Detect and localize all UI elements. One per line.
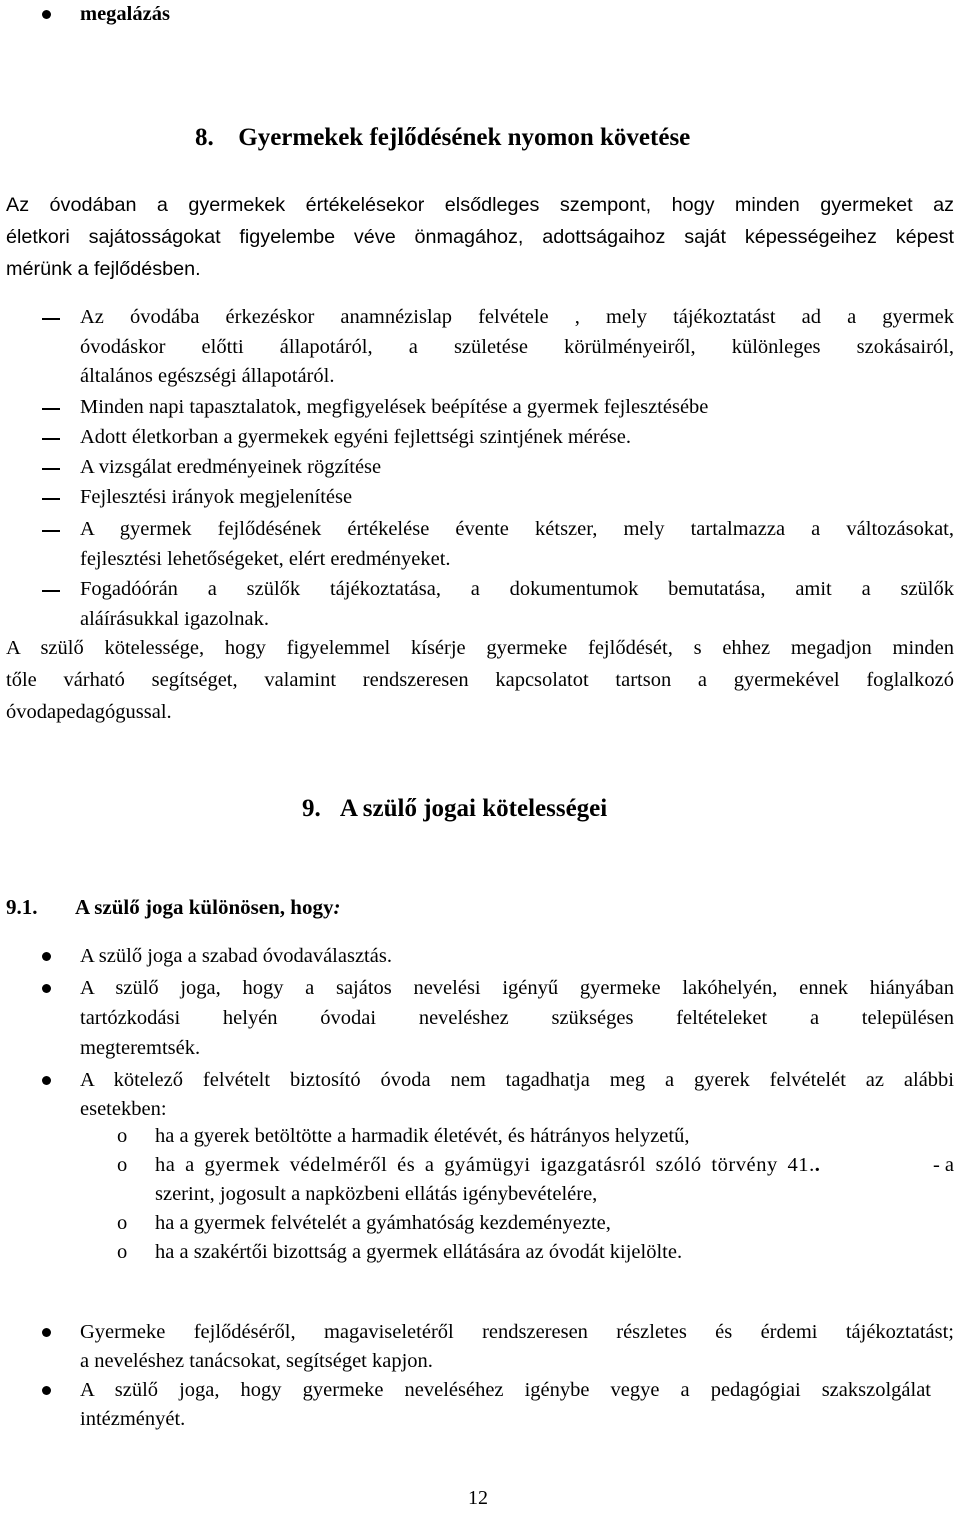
section-9-heading — [302, 795, 607, 823]
case-item-2-line-2: szerint, jogosult a napközbeni ellátás igénybevételére, — [155, 1183, 598, 1205]
dash-item-1-line-1: Az óvodába érkezéskor anamnézislap felvétele , mely tájékoztatást ad a gyermek — [80, 306, 954, 328]
circle-marker: o — [117, 1212, 128, 1234]
case-item-2-suffix: - a — [932, 1154, 954, 1176]
bullet-dot — [42, 1386, 51, 1395]
dash-item-1-line-2: óvodáskor előtti állapotáról, a születése körülményeiről, különleges szokásairól, — [80, 336, 954, 358]
dash-marker — [42, 590, 60, 592]
closing-line-1: A szülő kötelessége, hogy figyelemmel kísérje gyermeke fejlődését, s ehhez megadjon minden — [6, 637, 954, 659]
rights-item-5-line-2: intézményét. — [80, 1408, 186, 1430]
rights-item-1: A szülő joga a szabad óvodaválasztás. — [80, 945, 392, 967]
rights-item-3-line-2: esetekben: — [80, 1098, 167, 1120]
rights-item-4-line-2: a neveléshez tanácsokat, segítséget kapjon. — [80, 1350, 433, 1372]
dash-marker — [42, 530, 60, 532]
circle-marker: o — [117, 1125, 128, 1147]
rights-item-2-line-3: megteremtsék. — [80, 1037, 201, 1059]
dash-item-6-line-1: A gyermek fejlődésének értékelése évente kétszer, mely tartalmazza a változásokat, — [80, 518, 954, 540]
section-9-title: A szülő jogai kötelességei — [339, 795, 608, 822]
circle-marker: o — [117, 1154, 128, 1176]
section-8-number: 8. — [195, 124, 214, 151]
closing-line-3: óvodapedagógussal. — [6, 701, 172, 723]
section-9-1-number: 9.1. — [6, 895, 38, 919]
case-item-4: ha a szakértői bizottság a gyermek ellátására az óvodát kijelölte. — [155, 1241, 683, 1263]
dash-item-5: Fejlesztési irányok megjelenítése — [80, 486, 353, 508]
case-item-3: ha a gyermek felvételét a gyámhatóság kezdeményezte, — [155, 1212, 611, 1234]
section-8-heading — [195, 124, 690, 152]
rights-item-2-line-2: tartózkodási helyén óvodai neveléshez szükséges feltételeket a településen — [80, 1007, 954, 1029]
circle-marker: o — [117, 1241, 128, 1263]
bullet-dot — [42, 10, 51, 19]
dash-marker — [42, 498, 60, 500]
intro-line-3: mérünk a fejlődésben. — [6, 258, 201, 280]
dash-item-6-line-2: fejlesztési lehetőségeket, elért eredményeket. — [80, 548, 451, 570]
dash-item-3: Adott életkorban a gyermekek egyéni fejlettségi szintjének mérése. — [80, 426, 632, 448]
section-9-1-colon: : — [333, 895, 341, 919]
dash-marker — [42, 408, 60, 410]
dash-item-7-line-1: Fogadóórán a szülők tájékoztatása, a dokumentumok bemutatása, amit a szülők — [80, 578, 954, 600]
intro-line-2: életkori sajátosságokat figyelembe véve önmagához, adottságaihoz saját képességeihez képest — [6, 226, 954, 248]
top-bullet-text: megalázás — [80, 3, 170, 25]
dash-item-7-line-2: aláírásukkal igazolnak. — [80, 608, 269, 630]
rights-item-2-line-1: A szülő joga, hogy a sajátos nevelési igényű gyermeke lakóhelyén, ennek hiányában — [80, 977, 954, 999]
dash-item-4: A vizsgálat eredményeinek rögzítése — [80, 456, 382, 478]
case-item-2-bold-dot: . — [814, 1154, 820, 1176]
section-8-title: Gyermekek fejlődésének nyomon követése — [238, 124, 691, 151]
bullet-dot — [42, 952, 51, 961]
dash-marker — [42, 438, 60, 440]
dash-marker — [42, 318, 60, 320]
page-number: 12 — [468, 1487, 488, 1509]
bullet-dot — [42, 1328, 51, 1337]
dash-marker — [42, 468, 60, 470]
case-item-1: ha a gyerek betöltötte a harmadik életévét, és hátrányos helyzetű, — [155, 1125, 690, 1147]
bullet-dot — [42, 984, 51, 993]
dash-item-2: Minden napi tapasztalatok, megfigyelések beépítése a gyermek fejlesztésébe — [80, 396, 709, 418]
case-item-2-line-1 — [155, 1151, 954, 1180]
section-9-number: 9. — [302, 795, 321, 822]
rights-item-4-line-1: Gyermeke fejlődéséről, magaviseletéről rendszeresen részletes és érdemi tájékoztatást; — [80, 1321, 954, 1343]
dash-item-1-line-3: általános egészségi állapotáról. — [80, 365, 335, 387]
case-item-2-text: ha a gyermek védelméről és a gyámügyi igazgatásról szóló törvény 41. — [155, 1154, 815, 1176]
rights-item-5-line-1: A szülő joga, hogy gyermeke neveléséhez igénybe vegye a pedagógiai szakszolgálat — [80, 1379, 931, 1401]
closing-line-2: tőle várható segítséget, valamint rendszeresen kapcsolatot tartson a gyermekével foglalkozó — [6, 669, 954, 691]
intro-line-1: Az óvodában a gyermekek értékelésekor elsődleges szempont, hogy minden gyermeket az — [6, 194, 954, 216]
rights-item-3-line-1: A kötelező felvételt biztosító óvoda nem tagadhatja meg a gyerek felvételét az alábbi — [80, 1069, 954, 1091]
bullet-dot — [42, 1076, 51, 1085]
section-9-1-title: A szülő joga különösen, hogy — [75, 895, 334, 919]
section-9-1-heading — [75, 895, 340, 920]
